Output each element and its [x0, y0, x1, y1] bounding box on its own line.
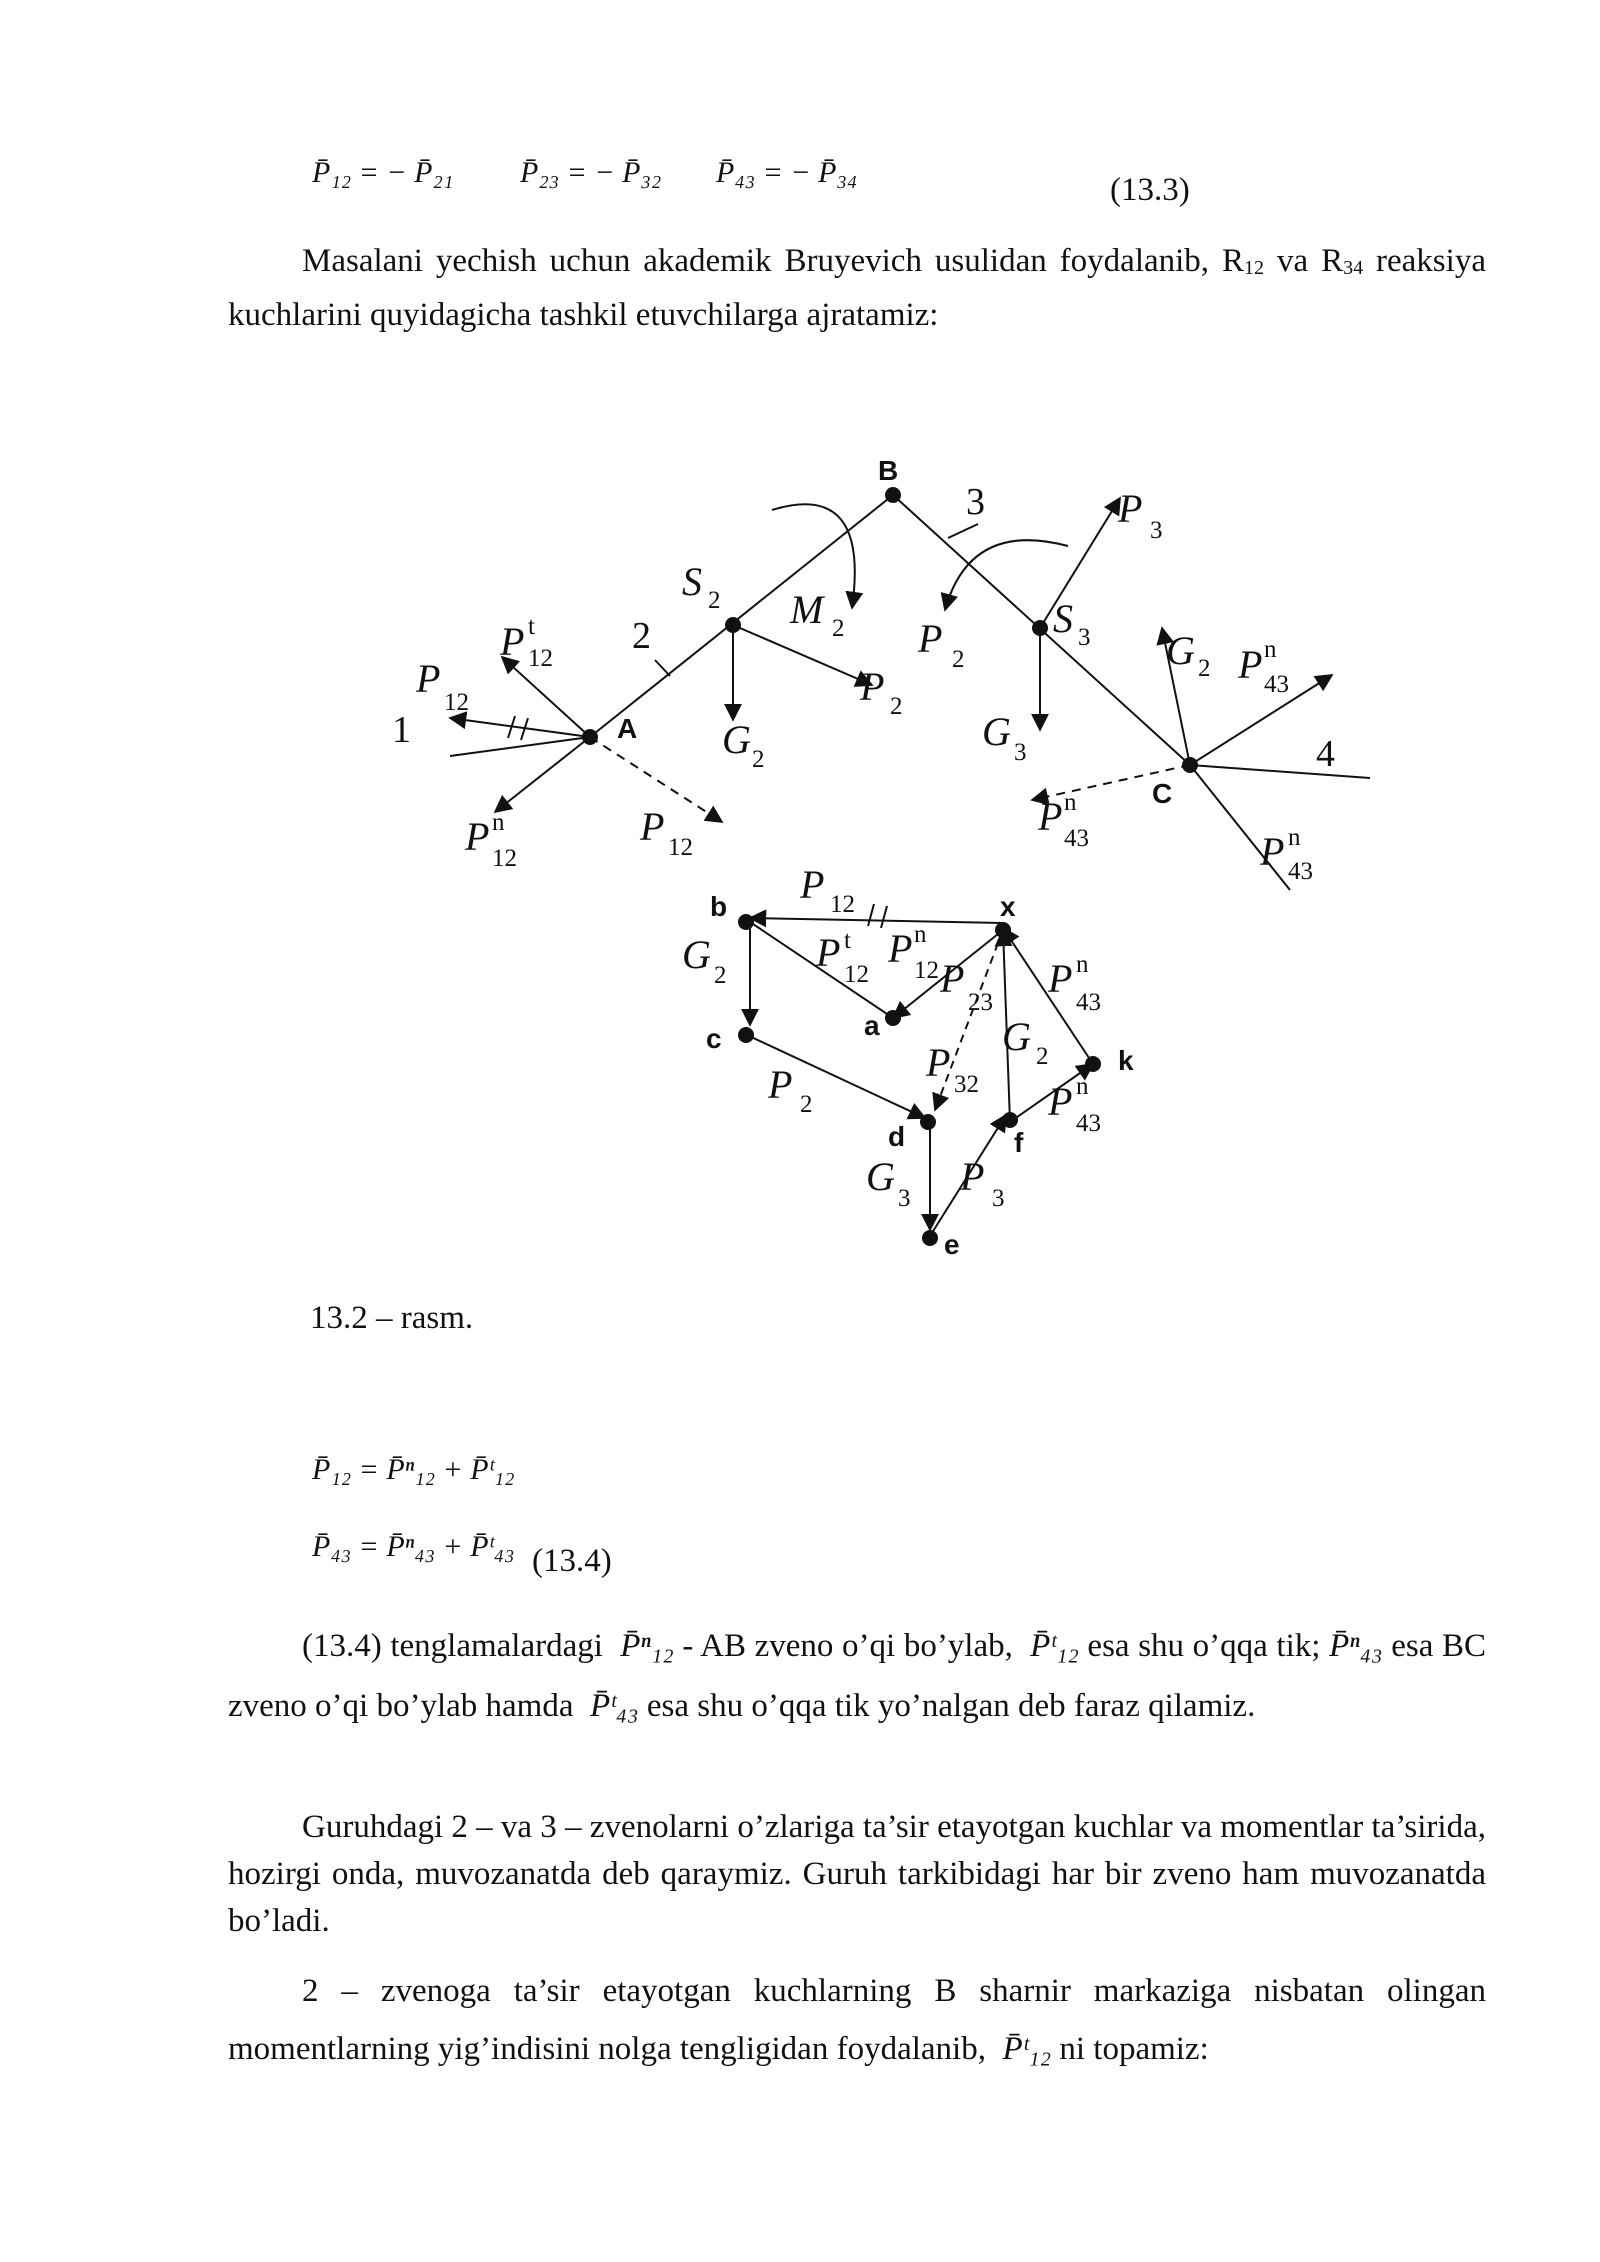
equation-13-3-left: P̄₁₂ = − P̄₂₁	[312, 156, 454, 189]
joint-A-dot	[582, 729, 598, 745]
label-f: f	[1014, 1127, 1024, 1158]
poly-parallel-1	[868, 904, 874, 926]
svg-text:P: P	[1048, 956, 1073, 1001]
label-e: e	[944, 1229, 960, 1260]
svg-text:3: 3	[898, 1185, 911, 1212]
label-B: B	[878, 455, 899, 486]
svg-text:12: 12	[830, 891, 855, 918]
svg-text:G: G	[866, 1154, 895, 1199]
label-P43-n-mid	[1037, 789, 1089, 852]
para1-text-b: va R	[1264, 243, 1344, 279]
label-poly-P2	[767, 1062, 813, 1118]
svg-text:n: n	[1264, 636, 1277, 663]
para4-formula-1: P̄ᵗ₁₂	[1002, 2031, 1052, 2067]
svg-text:G: G	[982, 709, 1011, 754]
label-P12-n	[464, 809, 517, 872]
para4-text-2: ni topamiz:	[1051, 2031, 1209, 2067]
svg-text:32: 32	[954, 1071, 979, 1098]
label-poly-G2b	[1002, 1014, 1049, 1070]
svg-text:43: 43	[1064, 825, 1089, 852]
poly-b-dot	[738, 914, 754, 930]
label-k: k	[1118, 1045, 1134, 1076]
svg-text:t: t	[844, 927, 851, 954]
svg-text:t: t	[528, 613, 535, 640]
para2-formula-4: P̄ᵗ₄₃	[589, 1688, 639, 1724]
svg-text:12: 12	[444, 689, 469, 716]
equation-13-3-number: (13.3)	[1110, 172, 1190, 208]
label-b: b	[710, 891, 728, 922]
center-S2-dot	[725, 617, 741, 633]
svg-text:P: P	[926, 1040, 951, 1085]
svg-text:12: 12	[668, 834, 693, 861]
svg-text:n: n	[1076, 951, 1089, 978]
label-poly-P12-t	[815, 927, 869, 988]
poly-f-dot	[1002, 1112, 1018, 1128]
svg-text:2: 2	[1198, 655, 1211, 682]
svg-text:n: n	[914, 921, 927, 948]
svg-text:2: 2	[752, 746, 765, 773]
para2-text-5: esa shu o’qqa tik yo’nalgan deb faraz qilamiz.	[638, 1688, 1256, 1724]
para2-text-2: - AB zveno o’qi bo’ylab,	[673, 1628, 1013, 1664]
svg-text:P: P	[1118, 486, 1143, 531]
svg-text:M: M	[790, 587, 824, 632]
svg-text:2: 2	[952, 646, 965, 673]
label-poly-G2	[682, 932, 727, 989]
center-S3-dot	[1032, 620, 1048, 636]
label-G3	[982, 709, 1027, 766]
para2-formula-2: P̄ᵗ₁₂	[1030, 1628, 1079, 1664]
joint-B-dot	[885, 487, 901, 503]
para1-sub-b: 34	[1343, 257, 1364, 279]
paragraph-equilibrium	[228, 1804, 1486, 1945]
svg-text:2: 2	[714, 962, 727, 989]
svg-text:P: P	[1238, 642, 1263, 687]
svg-text:3: 3	[1150, 517, 1163, 544]
para2-text-3: esa shu o’qqa tik;	[1078, 1628, 1321, 1664]
paragraph-components	[228, 1616, 1486, 1736]
poly-a-dot	[885, 1010, 901, 1026]
p12-arrow	[450, 718, 590, 737]
poly-k-dot	[1085, 1056, 1101, 1072]
link-4-line	[1190, 765, 1370, 778]
poly-x-dot	[995, 922, 1011, 938]
svg-text:23: 23	[968, 989, 993, 1016]
svg-text:P: P	[465, 814, 490, 859]
svg-text:G: G	[1002, 1014, 1031, 1059]
svg-text:12: 12	[528, 645, 553, 672]
svg-text:G: G	[682, 932, 711, 977]
equation-13-4-line2: P̄₄₃ = P̄ⁿ₄₃ + P̄ᵗ₄₃	[312, 1530, 515, 1563]
label-P2-moment	[917, 616, 965, 673]
p2-arrow	[733, 625, 872, 685]
svg-text:S: S	[682, 559, 702, 604]
svg-text:2: 2	[800, 1091, 813, 1118]
label-poly-P3	[959, 1154, 1005, 1212]
svg-text:2: 2	[708, 587, 721, 614]
label-P43-n-upper	[1237, 636, 1289, 698]
label-P2-force	[859, 664, 903, 720]
label-a: a	[864, 1010, 880, 1041]
svg-text:P: P	[960, 1154, 985, 1199]
label-c: c	[706, 1023, 722, 1054]
label-poly-P12	[799, 862, 855, 918]
poly-d-dot	[920, 1114, 936, 1130]
label-A: A	[617, 713, 638, 744]
link-number-2: 2	[632, 615, 651, 657]
svg-text:12: 12	[914, 957, 939, 984]
svg-text:43: 43	[1076, 1110, 1101, 1137]
label-poly-P32	[925, 1040, 979, 1098]
svg-text:P: P	[768, 1062, 793, 1107]
label-poly-G3	[866, 1154, 911, 1212]
label-P43-n-lower	[1259, 824, 1313, 885]
svg-text:P: P	[800, 862, 825, 907]
equation-13-4-line1: P̄₁₂ = P̄ⁿ₁₂ + P̄ᵗ₁₂	[312, 1453, 515, 1486]
link-number-4: 4	[1316, 733, 1335, 775]
svg-text:3: 3	[992, 1185, 1005, 1212]
label-P3	[1117, 486, 1163, 544]
poly-p12-arrow	[750, 918, 1003, 923]
svg-text:n: n	[1288, 824, 1301, 851]
svg-text:3: 3	[1078, 624, 1091, 651]
para4-text-1: 2 – zvenoga ta’sir etayotgan kuchlarning B sharnir markaziga nisbatan olingan momentlarning yig’indisini nolga tengligidan foydalanib,	[228, 1973, 1486, 2067]
para2-text-1: (13.4) tenglamalardagi	[302, 1628, 603, 1664]
equation-13-4-number: (13.4)	[532, 1543, 612, 1579]
svg-text:2: 2	[832, 615, 845, 642]
label-G2	[722, 717, 765, 773]
poly-c-dot	[738, 1027, 754, 1043]
svg-text:2: 2	[890, 693, 903, 720]
label-poly-P23	[939, 956, 993, 1016]
para1-text-c: reaksiya kuchlarini quyidagicha tashkil etuvchilarga ajratamiz:	[228, 243, 1486, 333]
svg-text:P: P	[640, 804, 665, 849]
svg-text:P: P	[860, 664, 885, 709]
poly-parallel-2	[881, 906, 887, 928]
label-S3	[1053, 596, 1091, 651]
label-d: d	[888, 1121, 906, 1152]
svg-text:P: P	[500, 619, 525, 664]
svg-text:43: 43	[1288, 858, 1313, 885]
label-P12-left	[415, 656, 469, 716]
para3-text: Guruhdagi 2 – va 3 – zvenolarni o’zlariga ta’sir etayotgan kuchlar va momentlar ta’sirida, hozirgi onda, muvozanatda deb qaraymiz. Guruh tarkibidagi har bir zveno ham muvozanatda bo’ladi.	[228, 1809, 1486, 1939]
label-G2-C	[1166, 628, 1211, 682]
svg-text:S: S	[1053, 596, 1073, 641]
para1-sub-a: 12	[1244, 257, 1265, 279]
svg-text:n: n	[1076, 1073, 1089, 1100]
p43-n-upper-arrow	[1190, 675, 1332, 765]
svg-text:n: n	[1064, 789, 1077, 816]
label-poly-P43-n-lower	[1047, 1073, 1101, 1137]
svg-text:P: P	[918, 616, 943, 661]
svg-text:P: P	[888, 926, 913, 971]
svg-text:G: G	[1166, 628, 1195, 673]
svg-text:2: 2	[1036, 1043, 1049, 1070]
label-C: C	[1152, 778, 1173, 809]
svg-text:43: 43	[1076, 989, 1101, 1016]
para2-text-4: esa BC zveno o’qi bo’ylab hamda	[228, 1628, 1487, 1724]
label-M2	[789, 587, 845, 642]
para1-text-a: Masalani yechish uchun akademik Bruyevich usulidan foydalanib, R	[302, 243, 1245, 279]
equation-13-3-right: P̄₄₃ = − P̄₃₄	[716, 156, 858, 189]
para2-formula-3: P̄ⁿ₄₃	[1329, 1628, 1383, 1664]
link-2-tick	[655, 660, 670, 676]
label-S2	[682, 559, 721, 614]
joint-C-dot	[1182, 757, 1198, 773]
poly-e-dot	[922, 1230, 938, 1246]
link-number-3: 3	[966, 481, 985, 523]
p3-arrow	[1040, 498, 1120, 628]
svg-text:n: n	[492, 809, 505, 836]
label-P12-t	[499, 613, 553, 672]
para2-formula-1: P̄ⁿ₁₂	[620, 1628, 674, 1664]
svg-text:3: 3	[1014, 739, 1027, 766]
label-P12-dashed	[639, 804, 693, 861]
link-number-1: 1	[392, 709, 411, 751]
svg-text:12: 12	[844, 961, 869, 988]
equation-13-3-mid: P̄₂₃ = − P̄₃₂	[520, 156, 662, 189]
svg-text:43: 43	[1264, 671, 1289, 698]
svg-text:P: P	[1048, 1079, 1073, 1124]
paragraph-moments	[228, 1962, 1486, 2078]
link-3-tick	[948, 524, 978, 538]
svg-text:P: P	[416, 656, 441, 701]
svg-text:P: P	[940, 956, 965, 1001]
label-poly-P12-n	[887, 921, 939, 984]
svg-text:G: G	[722, 717, 751, 762]
label-x: x	[1000, 891, 1016, 922]
svg-text:12: 12	[492, 845, 517, 872]
svg-text:P: P	[816, 930, 841, 975]
svg-text:P: P	[1260, 829, 1285, 874]
svg-text:P: P	[1038, 794, 1063, 839]
figure-caption: 13.2 – rasm.	[310, 1300, 474, 1336]
